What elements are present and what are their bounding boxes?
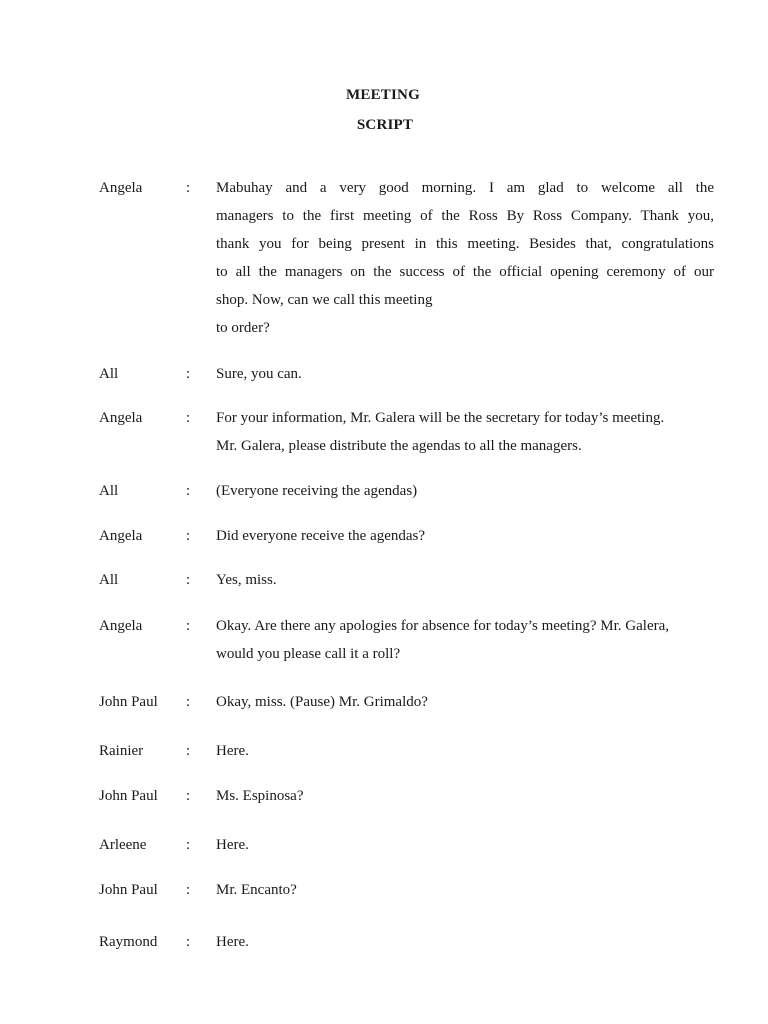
- dialogue-line: Here.: [216, 934, 249, 950]
- speaker-separator: :: [186, 180, 191, 196]
- dialogue-line: to all the managers on the success of the official opening ceremony of our: [216, 264, 714, 280]
- dialogue-line: managers to the first meeting of the Ross By Ross Company. Thank you,: [216, 208, 714, 224]
- dialogue-line: Did everyone receive the agendas?: [216, 528, 426, 544]
- speaker-name: Arleene: [99, 837, 147, 853]
- speaker-separator: :: [186, 694, 191, 710]
- dialogue-line: Mr. Galera, please distribute the agendas to all the managers.: [216, 438, 582, 454]
- dialogue-line: Yes, miss.: [216, 572, 277, 588]
- speaker-name: John Paul: [99, 694, 158, 710]
- speaker-separator: :: [186, 882, 191, 898]
- dialogue-line: Okay, miss. (Pause) Mr. Grimaldo?: [216, 694, 428, 710]
- speaker-separator: :: [186, 572, 191, 588]
- speaker-name: John Paul: [99, 882, 158, 898]
- document-title-line1: MEETING: [346, 87, 420, 103]
- speaker-separator: :: [186, 618, 191, 634]
- speaker-separator: :: [186, 410, 191, 426]
- speaker-name: Rainier: [99, 743, 144, 759]
- speaker-name: All: [99, 572, 119, 588]
- speaker-name: Raymond: [99, 934, 158, 950]
- dialogue-line: Mr. Encanto?: [216, 882, 297, 898]
- speaker-separator: :: [186, 837, 191, 853]
- speaker-separator: :: [186, 934, 191, 950]
- document-title-line2: SCRIPT: [356, 117, 414, 133]
- speaker-name: Angela: [99, 180, 143, 196]
- dialogue-line: Here.: [216, 837, 249, 853]
- speaker-name: All: [99, 366, 119, 382]
- speaker-name: Angela: [99, 618, 143, 634]
- dialogue-line: shop. Now, can we call this meeting: [216, 292, 433, 308]
- dialogue-line: For your information, Mr. Galera will be the secretary for today’s meeting.: [216, 410, 665, 426]
- dialogue-line: Sure, you can.: [216, 366, 302, 382]
- dialogue-line: thank you for being present in this meeting. Besides that, congratulations: [216, 236, 714, 252]
- speaker-separator: :: [186, 743, 191, 759]
- dialogue-line: to order?: [216, 320, 270, 336]
- speaker-separator: :: [186, 788, 191, 804]
- speaker-separator: :: [186, 366, 191, 382]
- dialogue-line: (Everyone receiving the agendas): [216, 483, 418, 499]
- dialogue-line: Here.: [216, 743, 249, 759]
- speaker-separator: :: [186, 528, 191, 544]
- dialogue-line: Mabuhay and a very good morning. I am glad to welcome all the: [216, 180, 714, 196]
- dialogue-line: Okay. Are there any apologies for absence for today’s meeting? Mr. Galera,: [216, 618, 670, 634]
- speaker-name: John Paul: [99, 788, 158, 804]
- speaker-separator: :: [186, 483, 191, 499]
- dialogue-line: Ms. Espinosa?: [216, 788, 304, 804]
- speaker-name: Angela: [99, 410, 143, 426]
- speaker-name: All: [99, 483, 119, 499]
- speaker-name: Angela: [99, 528, 143, 544]
- dialogue-line: would you please call it a roll?: [216, 646, 401, 662]
